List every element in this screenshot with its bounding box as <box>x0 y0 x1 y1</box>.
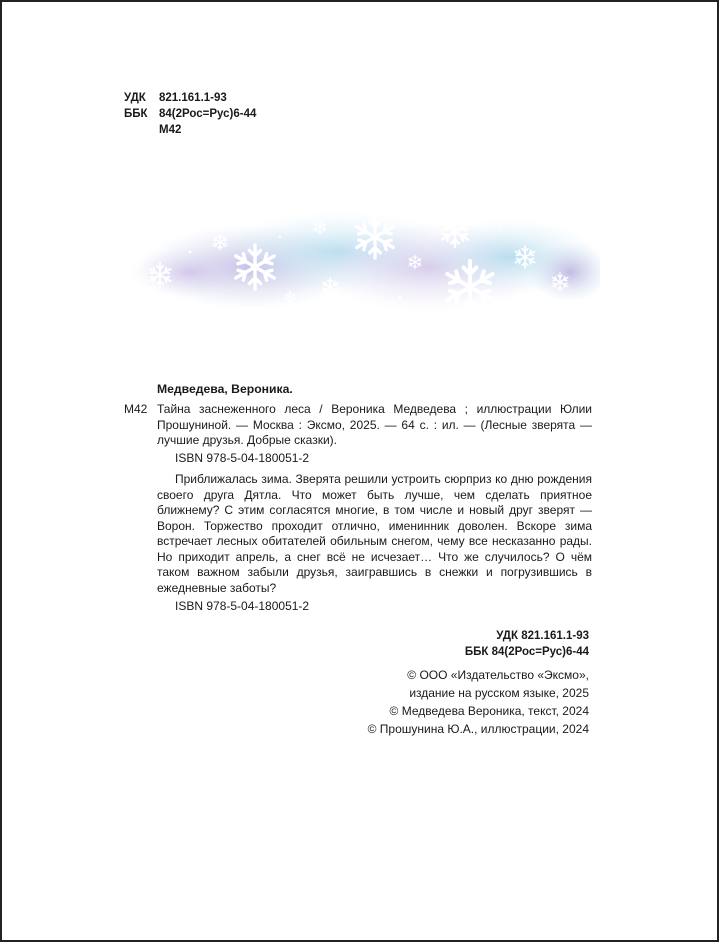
bbk-right: ББК 84(2Рос=Рус)6-44 <box>464 646 589 658</box>
bbk-label: ББК <box>124 108 148 120</box>
copyright-block <box>368 666 589 738</box>
author-mark-left: М42 <box>124 402 148 416</box>
udk-label: УДК <box>124 92 146 104</box>
bbk-value: 84(2Рос=Рус)6-44 <box>159 108 257 120</box>
udk-right: УДК 821.161.1-93 <box>496 630 589 642</box>
isbn-repeat: ISBN 978-5-04-180051-2 <box>175 599 310 613</box>
snowflakes-icon <box>130 197 600 322</box>
author-heading: Медведева, Вероника. <box>157 382 293 396</box>
copyright-line: © ООО «Издательство «Эксмо», <box>407 668 589 682</box>
udk-value: 821.161.1-93 <box>159 92 227 104</box>
classification-codes-right <box>465 628 589 660</box>
classification-codes <box>124 90 256 138</box>
annotation: Приближалась зима. Зверята решили устроить сюрприз ко дню рождения своего друга Дятла. Что может быть лучше, чем сделать приятное ближнему? С этим согласятся многие, в том числе и новый друг зверят — Ворон. Торжество проходит отлично, именинник доволен. Вскоре зима встречает лесных обитателей обильным снегом, чему все несказанно рады. Но приходит апрель, а снег всё не исчезает… Что же случилось? О чём таком важном забыли друзья, заигравшись в снежки и погрузившись в ежедневные заботы? <box>157 472 592 595</box>
copyright-line: © Медведева Вероника, текст, 2024 <box>389 704 589 718</box>
bibliographic-description: Тайна заснеженного леса / Вероника Медведева ; иллюстрации Юлии Прошуниной. — Москва : Эксмо, 2025. — 64 с. : ил. — (Лесные зверята — лучшие друзья. Добрые сказки). <box>157 402 592 447</box>
copyright-line: издание на русском языке, 2025 <box>409 686 589 700</box>
isbn: ISBN 978-5-04-180051-2 <box>175 451 310 465</box>
author-mark: М42 <box>159 124 182 136</box>
copyright-line: © Прошунина Ю.А., иллюстрации, 2024 <box>367 722 589 736</box>
snowflakes-illustration <box>130 197 600 322</box>
